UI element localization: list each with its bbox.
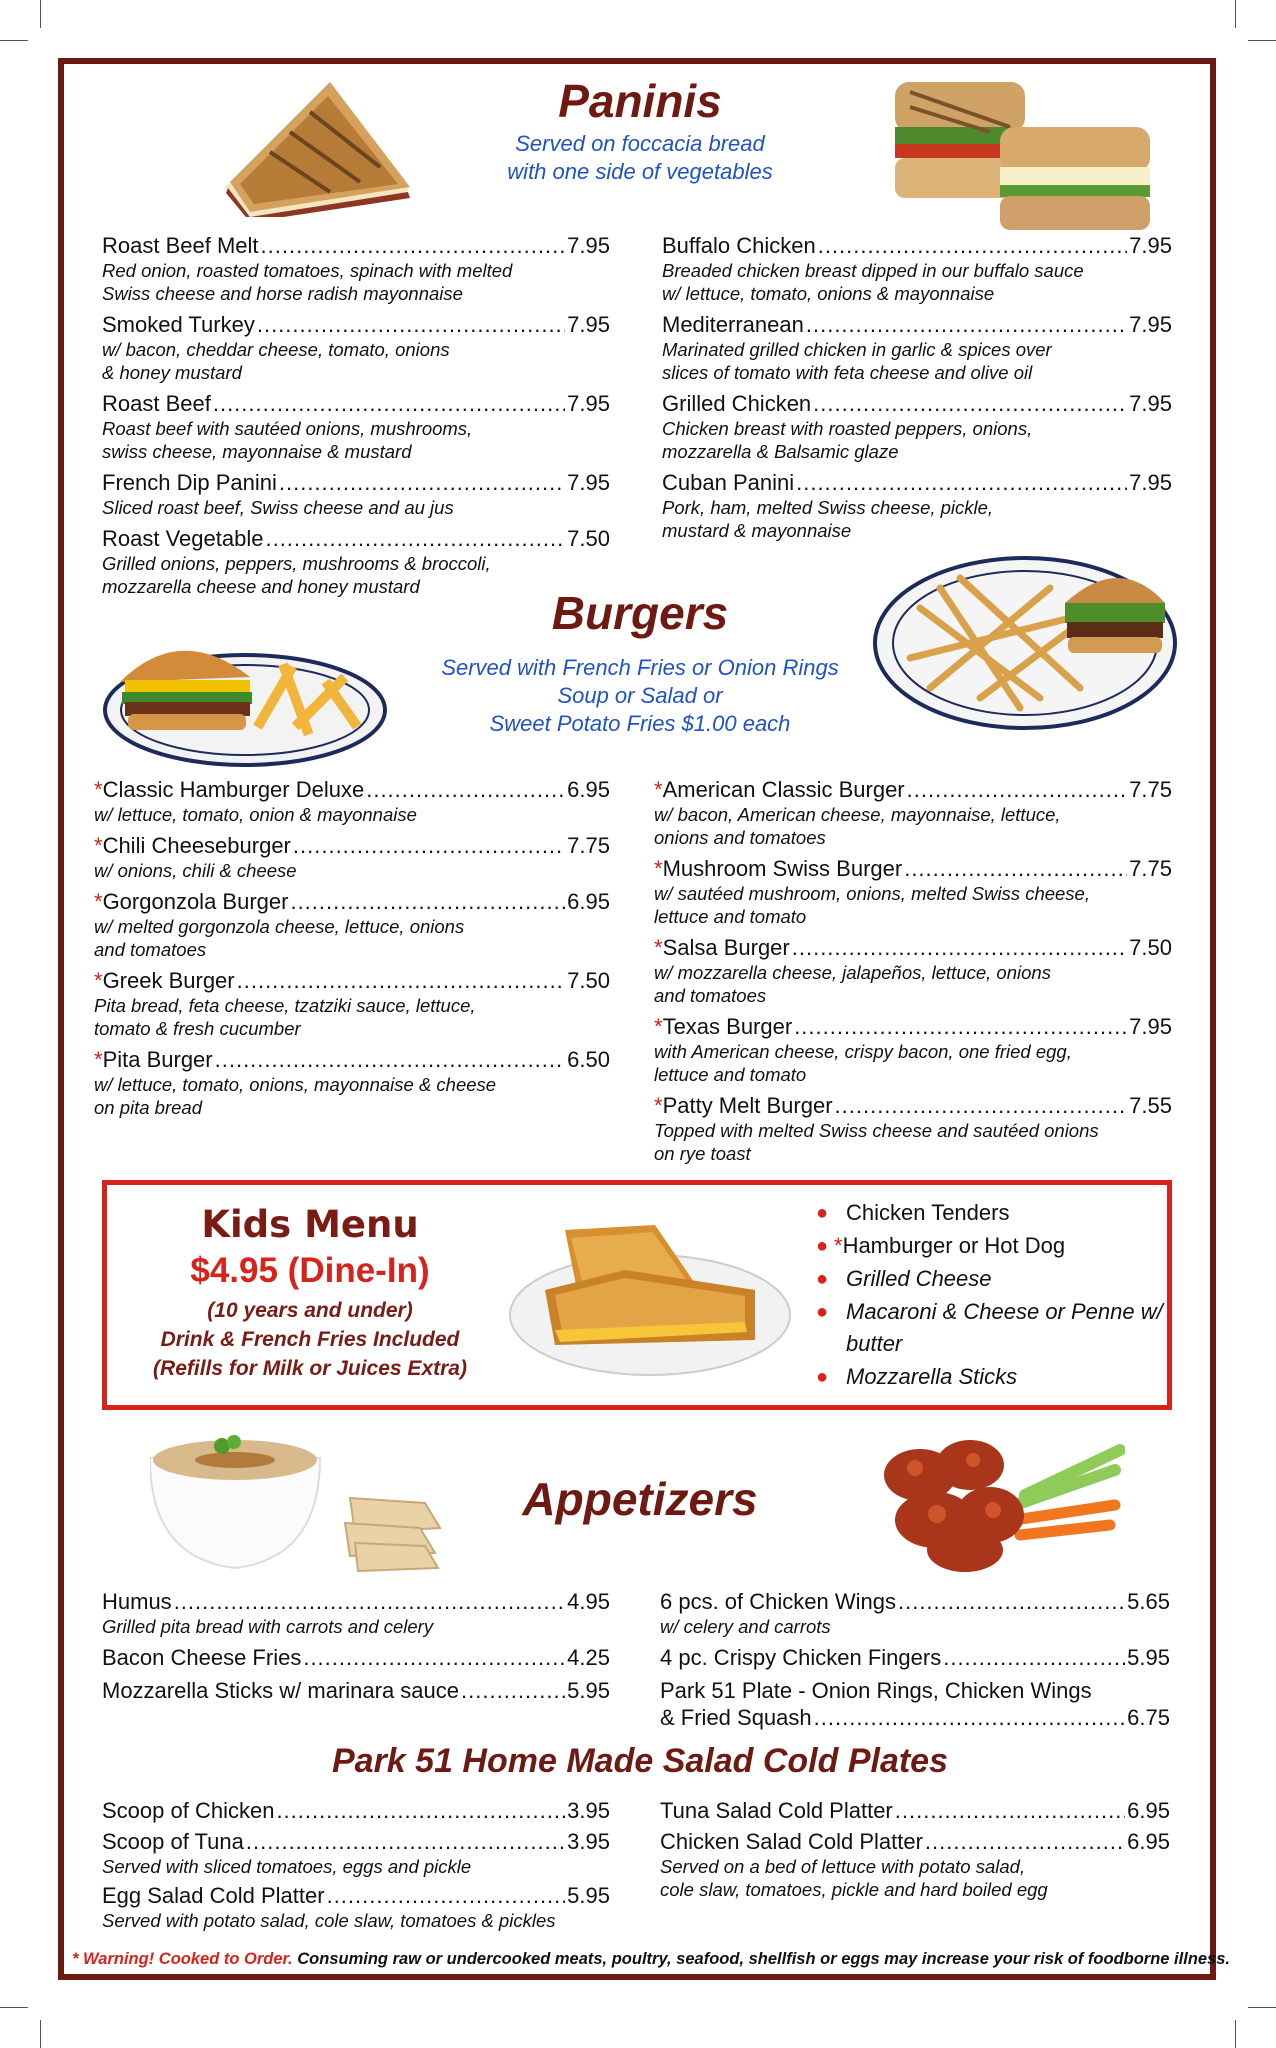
- menu-item: [662, 469, 1172, 542]
- menu-item-name: Scoop of Chicken: [102, 1798, 275, 1823]
- menu-item-row: [654, 855, 1172, 882]
- menu-item-row: [660, 1588, 1170, 1615]
- menu-item-leader-dots: [943, 1644, 1125, 1671]
- menu-item-row: [654, 934, 1172, 961]
- menu-item-row: [662, 469, 1172, 496]
- menu-item: [660, 1644, 1170, 1671]
- menu-item-description: Grilled pita bread with carrots and celery: [102, 1616, 434, 1637]
- menu-item-description: Topped with melted Swiss cheese and sautéed onions: [654, 1120, 1099, 1141]
- menu-item-leader-dots: [895, 1797, 1125, 1824]
- appetizers-right-column: [660, 1588, 1170, 1737]
- menu-item-row: [654, 1013, 1172, 1040]
- menu-item-leader-dots: [265, 525, 565, 552]
- menu-item-price: 7.75: [1129, 777, 1172, 802]
- menu-item-name: Pita Burger: [102, 1047, 213, 1072]
- menu-item-name: Smoked Turkey: [102, 312, 255, 337]
- menu-item-price: 3.95: [567, 1829, 610, 1854]
- menu-item-star: *: [654, 935, 663, 960]
- kids-menu-item-label: Mozzarella Sticks: [846, 1364, 1018, 1389]
- paninis-left-column: [102, 232, 610, 604]
- menu-item-description: w/ bacon, cheddar cheese, tomato, onions: [102, 339, 450, 360]
- menu-item-row: [102, 390, 610, 417]
- menu-item-row: [662, 232, 1172, 259]
- menu-item-star: *: [654, 777, 663, 802]
- grilled-cheese-image: [505, 1210, 795, 1380]
- menu-item-row: [102, 525, 610, 552]
- menu-item-name: Classic Hamburger Deluxe: [102, 777, 365, 802]
- menu-item-row: [102, 232, 610, 259]
- menu-item-description: w/ mozzarella cheese, jalapeños, lettuce, onions: [654, 962, 1051, 983]
- menu-item-name: Texas Burger: [662, 1014, 793, 1039]
- menu-item: [660, 1677, 1170, 1731]
- menu-item-price: 7.50: [567, 968, 610, 993]
- menu-item-star: *: [94, 777, 103, 802]
- menu-item-name: Roast Beef: [102, 391, 211, 416]
- menu-item-row: [94, 832, 610, 859]
- kids-menu-price: $4.95 (Dine-In): [190, 1251, 430, 1290]
- menu-item-price: 3.95: [567, 1798, 610, 1823]
- crop-mark: [1235, 2020, 1236, 2048]
- menu-item-leader-dots: [174, 1588, 565, 1615]
- menu-item-price: 5.95: [567, 1883, 610, 1908]
- menu-item-row: [102, 1882, 610, 1909]
- menu-item-price: 7.95: [1129, 1014, 1172, 1039]
- menu-item: [662, 232, 1172, 305]
- crop-mark: [1248, 2007, 1276, 2008]
- menu-item-description: Red onion, roasted tomatoes, spinach with melted: [102, 260, 513, 281]
- menu-item: [660, 1797, 1170, 1824]
- kids-menu-title: Kids Menu: [201, 1203, 419, 1246]
- warning-star: *: [72, 1950, 79, 1968]
- burgers-left-column: [94, 776, 610, 1125]
- menu-item-star: *: [654, 856, 663, 881]
- kids-menu-item-star: *: [834, 1233, 843, 1258]
- menu-item-star: *: [94, 1047, 103, 1072]
- menu-item-name: Mushroom Swiss Burger: [662, 856, 903, 881]
- menu-item-leader-dots: [792, 934, 1127, 961]
- kids-menu-details: (10 years and under) Drink & French Fries Included (Refills for Milk or Juices Extra): [153, 1299, 467, 1380]
- menu-item-description: on rye toast: [654, 1143, 751, 1164]
- menu-item-description: onions and tomatoes: [654, 827, 826, 848]
- menu-item-row: [102, 1797, 610, 1824]
- menu-item-description: swiss cheese, mayonnaise & mustard: [102, 441, 412, 462]
- burger-fries-plate-image: [870, 548, 1180, 733]
- menu-item-row: [662, 311, 1172, 338]
- menu-item-leader-dots: [279, 469, 565, 496]
- menu-item-price: 5.95: [1127, 1645, 1170, 1670]
- menu-item-description: w/ lettuce, tomato, onions & mayonnaise: [662, 283, 995, 304]
- kids-menu-item: [810, 1361, 1190, 1393]
- menu-item: [660, 1828, 1170, 1901]
- menu-item-description: cole slaw, tomatoes, pickle and hard boiled egg: [660, 1879, 1048, 1900]
- menu-item-leader-dots: [794, 1013, 1127, 1040]
- menu-item-description: Pork, ham, melted Swiss cheese, pickle,: [662, 497, 994, 518]
- menu-item-star: *: [94, 833, 103, 858]
- kids-menu-list: [810, 1197, 1190, 1394]
- menu-item-star: *: [654, 1093, 663, 1118]
- menu-item: [662, 390, 1172, 463]
- menu-item-description: Sliced roast beef, Swiss cheese and au jus: [102, 497, 454, 518]
- crop-mark: [0, 40, 28, 41]
- menu-item: [102, 311, 610, 384]
- crop-mark: [40, 2020, 41, 2048]
- cold-plates-title: Park 51 Home Made Salad Cold Plates: [331, 1742, 949, 1780]
- menu-item-leader-dots: [925, 1828, 1125, 1855]
- menu-item: [654, 934, 1172, 1007]
- menu-item-row: [94, 967, 610, 994]
- menu-item-leader-dots: [898, 1588, 1125, 1615]
- menu-item-leader-dots: [276, 1797, 565, 1824]
- menu-item-row: [654, 1092, 1172, 1119]
- menu-item-price: 6.95: [1127, 1829, 1170, 1854]
- menu-item: [102, 1882, 610, 1932]
- burgers-right-column: [654, 776, 1172, 1171]
- menu-item-description: & honey mustard: [102, 362, 242, 383]
- menu-item-row: [94, 888, 610, 915]
- menu-item: [662, 311, 1172, 384]
- menu-item: [654, 1092, 1172, 1165]
- menu-item-leader-dots: [806, 311, 1127, 338]
- menu-item-leader-dots: [814, 1704, 1126, 1731]
- menu-item-price: 5.95: [567, 1678, 610, 1703]
- menu-item: [660, 1588, 1170, 1638]
- menu-item-row: [654, 776, 1172, 803]
- paninis-right-column: [662, 232, 1172, 548]
- menu-item-star: *: [94, 968, 103, 993]
- burger-plate-image: [100, 622, 390, 772]
- burgers-title: Burgers: [551, 587, 729, 639]
- menu-item-description: w/ lettuce, tomato, onions, mayonnaise & cheese: [94, 1074, 497, 1095]
- menu-item-price: 6.75: [1127, 1705, 1170, 1730]
- menu-item-name: Chicken Salad Cold Platter: [660, 1829, 923, 1854]
- menu-item-leader-dots: [796, 469, 1127, 496]
- menu-item: [102, 1644, 610, 1671]
- menu-item-name: Roast Beef Melt: [102, 233, 259, 258]
- menu-item-price: 7.75: [1129, 856, 1172, 881]
- kids-menu-item: [810, 1263, 1190, 1295]
- menu-item-name: Buffalo Chicken: [662, 233, 816, 258]
- cold-plates-left-column: [102, 1797, 610, 1936]
- warning-body: Consuming raw or undercooked meats, poultry, seafood, shellfish or eggs may increase your risk of foodborne illness.: [292, 1950, 1231, 1968]
- menu-item-name: Patty Melt Burger: [662, 1093, 833, 1118]
- menu-item-description: Marinated grilled chicken in garlic & spices over: [662, 339, 1052, 360]
- menu-item-description: w/ melted gorgonzola cheese, lettuce, onions: [94, 916, 465, 937]
- menu-item: [94, 832, 610, 882]
- menu-item: [102, 232, 610, 305]
- warning-text: [72, 1950, 1231, 1969]
- menu-item: [102, 1828, 610, 1878]
- menu-item-price: 7.95: [567, 470, 610, 495]
- kids-menu-item-label: Grilled Cheese: [846, 1266, 992, 1291]
- warning-label: Warning! Cooked to Order.: [83, 1950, 293, 1968]
- panini-image: [210, 72, 425, 217]
- menu-item-price: 7.95: [567, 233, 610, 258]
- menu-item-leader-dots: [290, 888, 565, 915]
- menu-item-description: on pita bread: [94, 1097, 203, 1118]
- menu-item-leader-dots: [261, 232, 566, 259]
- menu-item-description: lettuce and tomato: [654, 1064, 807, 1085]
- cold-plates-right-column: [660, 1797, 1170, 1905]
- menu-item-leader-dots: [835, 1092, 1128, 1119]
- burgers-subtitle: Served with French Fries or Onion Rings Soup or Salad or Sweet Potato Fries $1.00 each: [441, 655, 839, 736]
- menu-item-leader-dots: [366, 776, 565, 803]
- menu-item-price: 7.75: [567, 833, 610, 858]
- menu-item-name: Salsa Burger: [662, 935, 790, 960]
- menu-item: [102, 1677, 610, 1704]
- appetizers-left-column: [102, 1588, 610, 1710]
- menu-item-name: Humus: [102, 1589, 172, 1614]
- menu-item-leader-dots: [303, 1644, 565, 1671]
- menu-item-description: Grilled onions, peppers, mushrooms & broccoli,: [102, 553, 491, 574]
- menu-item-leader-dots: [907, 776, 1128, 803]
- bullet-icon: ●: [816, 1235, 829, 1257]
- appetizers-title: Appetizers: [522, 1473, 758, 1525]
- menu-item-leader-dots: [904, 855, 1127, 882]
- menu-item: [654, 776, 1172, 849]
- menu-item-description: Served with potato salad, cole slaw, tomatoes & pickles: [102, 1910, 556, 1931]
- menu-item-description: tomato & fresh cucumber: [94, 1018, 301, 1039]
- kids-menu-item-label: Hamburger or Hot Dog: [842, 1233, 1066, 1258]
- menu-item-name: Grilled Chicken: [662, 391, 812, 416]
- menu-item-description: w/ bacon, American cheese, mayonnaise, lettuce,: [654, 804, 1061, 825]
- menu-item-description: w/ sautéed mushroom, onions, melted Swiss cheese,: [654, 883, 1090, 904]
- menu-item-description: and tomatoes: [94, 939, 207, 960]
- menu-item-price: 6.95: [567, 777, 610, 802]
- menu-item: [102, 1588, 610, 1638]
- menu-item-row: [102, 1644, 610, 1671]
- menu-item-price: 7.95: [1129, 312, 1172, 337]
- menu-item-price: 7.95: [567, 391, 610, 416]
- paninis-subtitle: Served on foccacia bread with one side of vegetables: [507, 131, 773, 184]
- bullet-icon: ●: [816, 1301, 829, 1323]
- menu-item-description: mozzarella cheese and honey mustard: [102, 576, 420, 597]
- menu-item: [94, 888, 610, 961]
- menu-item-name: Mediterranean: [662, 312, 804, 337]
- menu-item-price: 4.25: [567, 1645, 610, 1670]
- crop-mark: [0, 2007, 28, 2008]
- menu-item-star: *: [654, 1014, 663, 1039]
- menu-item-description: Served with sliced tomatoes, eggs and pickle: [102, 1856, 472, 1877]
- menu-item-row: [94, 776, 610, 803]
- menu-item-row: [102, 469, 610, 496]
- menu-item-name: Roast Vegetable: [102, 526, 264, 551]
- menu-item-price: 6.95: [1127, 1798, 1170, 1823]
- menu-item-price: 7.95: [1129, 470, 1172, 495]
- menu-item: [654, 855, 1172, 928]
- menu-item-description: Served on a bed of lettuce with potato salad,: [660, 1856, 1026, 1877]
- menu-item-name: 6 pcs. of Chicken Wings: [660, 1589, 896, 1614]
- menu-item-name: French Dip Panini: [102, 470, 277, 495]
- menu-item-description: and tomatoes: [654, 985, 767, 1006]
- menu-item-description: slices of tomato with feta cheese and olive oil: [662, 362, 1033, 383]
- menu-item-leader-dots: [813, 390, 1127, 417]
- kids-menu-item-label: Macaroni & Cheese or Penne w/ butter: [846, 1299, 1163, 1356]
- menu-item-description: mustard & mayonnaise: [662, 520, 852, 541]
- menu-item-row: [102, 1828, 610, 1855]
- menu-item-leader-dots: [215, 1046, 566, 1073]
- menu-item-price: 7.50: [567, 526, 610, 551]
- menu-item: [102, 1797, 610, 1824]
- menu-item-row: [102, 1588, 610, 1615]
- menu-item-name: Mozzarella Sticks w/ marinara sauce: [102, 1678, 460, 1703]
- menu-item: [94, 776, 610, 826]
- menu-item-leader-dots: [257, 311, 565, 338]
- menu-item-row: [102, 311, 610, 338]
- menu-item-description: mozzarella & Balsamic glaze: [662, 441, 899, 462]
- menu-item-name: Tuna Salad Cold Platter: [660, 1798, 893, 1823]
- menu-item-price: 7.95: [1129, 233, 1172, 258]
- menu-item-leader-dots: [246, 1828, 565, 1855]
- menu-item-description: Chicken breast with roasted peppers, onions,: [662, 418, 1033, 439]
- bullet-icon: ●: [816, 1366, 829, 1388]
- menu-item-price: 7.95: [567, 312, 610, 337]
- crop-mark: [1235, 0, 1236, 28]
- kids-menu-item: [810, 1197, 1190, 1229]
- menu-item-price: 4.95: [567, 1589, 610, 1614]
- menu-item-name: Cuban Panini: [662, 470, 795, 495]
- menu-item-leader-dots: [237, 967, 566, 994]
- menu-item-description: Roast beef with sautéed onions, mushrooms,: [102, 418, 473, 439]
- menu-item-name: Bacon Cheese Fries: [102, 1645, 302, 1670]
- kids-menu-item: [810, 1296, 1190, 1360]
- menu-item: [102, 390, 610, 463]
- menu-item-leader-dots: [461, 1677, 565, 1704]
- menu-item-description: w/ lettuce, tomato, onion & mayonnaise: [94, 804, 417, 825]
- menu-item-name: Gorgonzola Burger: [102, 889, 289, 914]
- paninis-title: Paninis: [558, 75, 722, 127]
- menu-item-leader-dots: [327, 1882, 566, 1909]
- menu-item-price: 7.50: [1129, 935, 1172, 960]
- menu-item-name: Greek Burger: [102, 968, 235, 993]
- menu-item-name: Chili Cheeseburger: [102, 833, 291, 858]
- bullet-icon: ●: [816, 1268, 829, 1290]
- panini-sandwich-image: [880, 72, 1170, 237]
- menu-item-description: w/ celery and carrots: [660, 1616, 831, 1637]
- menu-item-price: 7.95: [1129, 391, 1172, 416]
- bullet-icon: ●: [816, 1202, 829, 1224]
- menu-item-leader-dots: [293, 832, 565, 859]
- crop-mark: [40, 0, 41, 28]
- menu-item-star: *: [94, 889, 103, 914]
- menu-item-name: 4 pc. Crispy Chicken Fingers: [660, 1645, 942, 1670]
- menu-item-description: lettuce and tomato: [654, 906, 807, 927]
- menu-item-leader-dots: [213, 390, 565, 417]
- menu-item-description: with American cheese, crispy bacon, one fried egg,: [654, 1041, 1072, 1062]
- kids-menu-item: [810, 1230, 1190, 1262]
- menu-item-row: [94, 1046, 610, 1073]
- menu-item-price: 6.50: [567, 1047, 610, 1072]
- menu-item-description: Swiss cheese and horse radish mayonnaise: [102, 283, 463, 304]
- kids-menu-item-label: Chicken Tenders: [846, 1200, 1010, 1225]
- menu-item: [94, 967, 610, 1040]
- menu-item-price: 6.95: [567, 889, 610, 914]
- menu-item-row: [660, 1644, 1170, 1671]
- menu-item-row: [662, 390, 1172, 417]
- chicken-wings-image: [875, 1420, 1125, 1575]
- menu-item-leader-dots: [818, 232, 1127, 259]
- menu-item-name: Scoop of Tuna: [102, 1829, 244, 1854]
- menu-item-description: Pita bread, feta cheese, tzatziki sauce, lettuce,: [94, 995, 476, 1016]
- menu-item-name: American Classic Burger: [662, 777, 905, 802]
- menu-item-price: 7.55: [1129, 1093, 1172, 1118]
- menu-item-row: [660, 1828, 1170, 1855]
- menu-item-price: 5.65: [1127, 1589, 1170, 1614]
- menu-item: [94, 1046, 610, 1119]
- hummus-image: [150, 1428, 450, 1578]
- menu-item-row: [660, 1704, 1170, 1731]
- menu-item: [102, 469, 610, 519]
- menu-item-description: Breaded chicken breast dipped in our buffalo sauce: [662, 260, 1084, 281]
- menu-item-name-line1: Park 51 Plate - Onion Rings, Chicken Wings: [660, 1678, 1092, 1703]
- menu-item-name: Egg Salad Cold Platter: [102, 1883, 325, 1908]
- menu-item-name: & Fried Squash: [660, 1705, 812, 1730]
- menu-item-row: [102, 1677, 610, 1704]
- crop-mark: [1248, 40, 1276, 41]
- menu-item-description: w/ onions, chili & cheese: [94, 860, 297, 881]
- menu-item: [654, 1013, 1172, 1086]
- menu-item-row: [660, 1797, 1170, 1824]
